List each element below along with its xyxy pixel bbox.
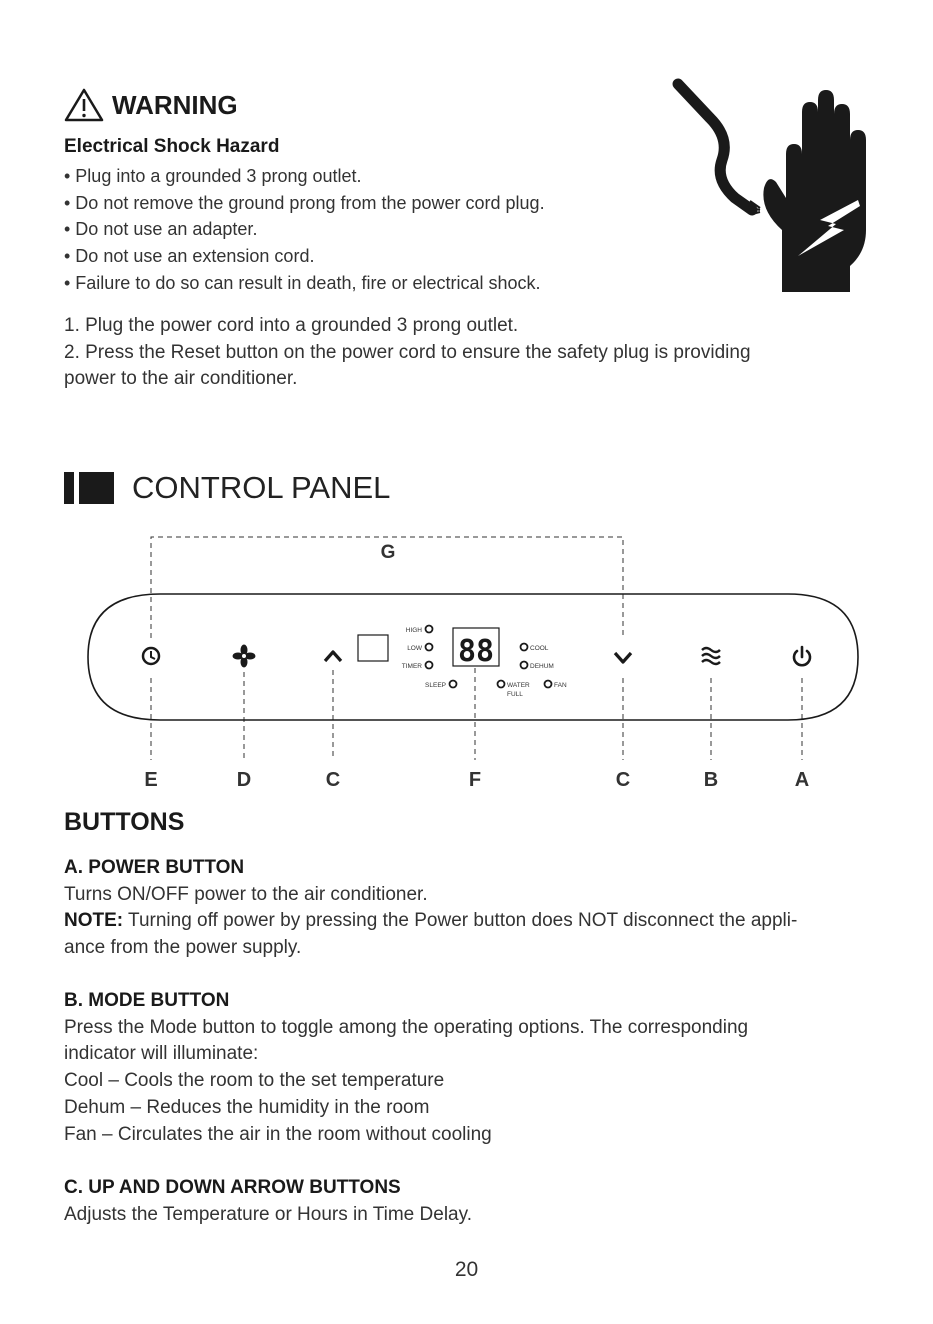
warning-bullet: • Do not use an extension cord. [64,246,315,267]
up-arrow-button[interactable] [325,652,341,661]
indicator-cool-led [521,644,528,651]
step-line: power to the air conditioner. [64,368,298,390]
callout-e: E [144,769,158,791]
indicator-water-led [498,681,505,688]
warning-bullets [64,163,545,297]
indicator-cool-label: COOL [530,645,549,652]
mode-button-section [64,988,874,1148]
section-text: indicator will illuminate: [64,1043,259,1065]
warning-bullet: • Plug into a grounded 3 prong outlet. [64,166,362,186]
callout-c-up: C [325,769,341,791]
power-button-section [64,855,874,962]
indicator-fan-label: FAN [554,682,567,689]
control-panel-diagram [0,530,933,795]
indicator-high-label: HIGH [405,627,422,634]
mode-cool-text: Cool – Cools the room to the set temperature [64,1070,445,1092]
fan-icon [233,645,256,668]
electric-shock-hand-icon [660,70,875,300]
warning-bullet: • Failure to do so can result in death, fire or electrical shock. [64,272,541,293]
power-icon [794,647,810,665]
down-arrow-button[interactable] [615,653,631,662]
fan-button[interactable] [233,645,256,668]
note-label: NOTE: [64,910,124,932]
setup-steps [64,313,874,393]
warning-title-text: WARNING [112,89,238,120]
warning-bullet: • Do not use an adapter. [64,219,258,240]
heading-bar-small [64,472,74,504]
indicator-dehum-label: DEHUM [530,663,554,670]
power-button[interactable] [794,647,810,665]
buttons-heading: BUTTONS [64,808,185,836]
indicator-full-label: FULL [507,691,523,698]
heading-bar-large [79,472,114,504]
indicator-sleep-led [450,681,457,688]
section-text: Press the Mode button to toggle among the operating options. The corresponding [64,1016,749,1038]
section-title: C. UP AND DOWN ARROW BUTTONS [64,1177,401,1198]
indicator-timer-led [426,662,433,669]
indicator-dehum-led [521,662,528,669]
mode-dehum-text: Dehum – Reduces the humidity in the room [64,1096,430,1118]
warning-bullet: • Do not remove the ground prong from the power cord plug. [64,192,545,213]
indicator-high-led [426,626,433,633]
timer-button[interactable] [143,648,159,664]
callout-a: A [794,769,810,791]
callout-c-down: C [615,769,631,791]
section-text: Adjusts the Temperature or Hours in Time Delay. [64,1203,472,1225]
indicator-low-label: LOW [407,645,422,652]
mode-fan-text: Fan – Circulates the air in the room without cooling [64,1123,492,1145]
section-text: ance from the power supply. [64,937,302,959]
section-title: A. POWER BUTTON [64,857,245,878]
step-line: 1. Plug the power cord into a grounded 3 prong outlet. [64,315,519,336]
warning-triangle-icon [64,88,104,122]
mode-button[interactable] [702,648,720,664]
note-line [64,908,874,935]
indicator-water-label: WATER [507,682,530,689]
section-title: B. MODE BUTTON [64,990,230,1011]
callout-d: D [236,769,252,791]
step-line: 2. Press the Reset button on the power cord to ensure the safety plug is providing [64,341,751,363]
note-text: Turning off power by pressing the Power button does NOT disconnect the appli- [123,910,798,932]
callout-b: B [703,769,719,791]
page-number: 20 [454,1258,479,1281]
arrow-buttons-section [64,1175,874,1228]
digital-display: 88 [457,634,495,669]
waves-icon [702,648,720,664]
indicator-sleep-label: SLEEP [425,682,446,689]
warning-subtitle: Electrical Shock Hazard [64,136,280,157]
group-label: G [380,542,396,563]
indicator-timer-label: TIMER [401,663,422,670]
warning-title [64,88,238,122]
control-panel-title: CONTROL PANEL [132,470,391,505]
control-panel-heading [64,470,390,506]
indicator-fan-led [545,681,552,688]
sensor-window [358,635,388,661]
indicator-low-led [426,644,433,651]
section-text: Turns ON/OFF power to the air conditioner. [64,883,428,905]
callout-f: F [468,769,482,791]
